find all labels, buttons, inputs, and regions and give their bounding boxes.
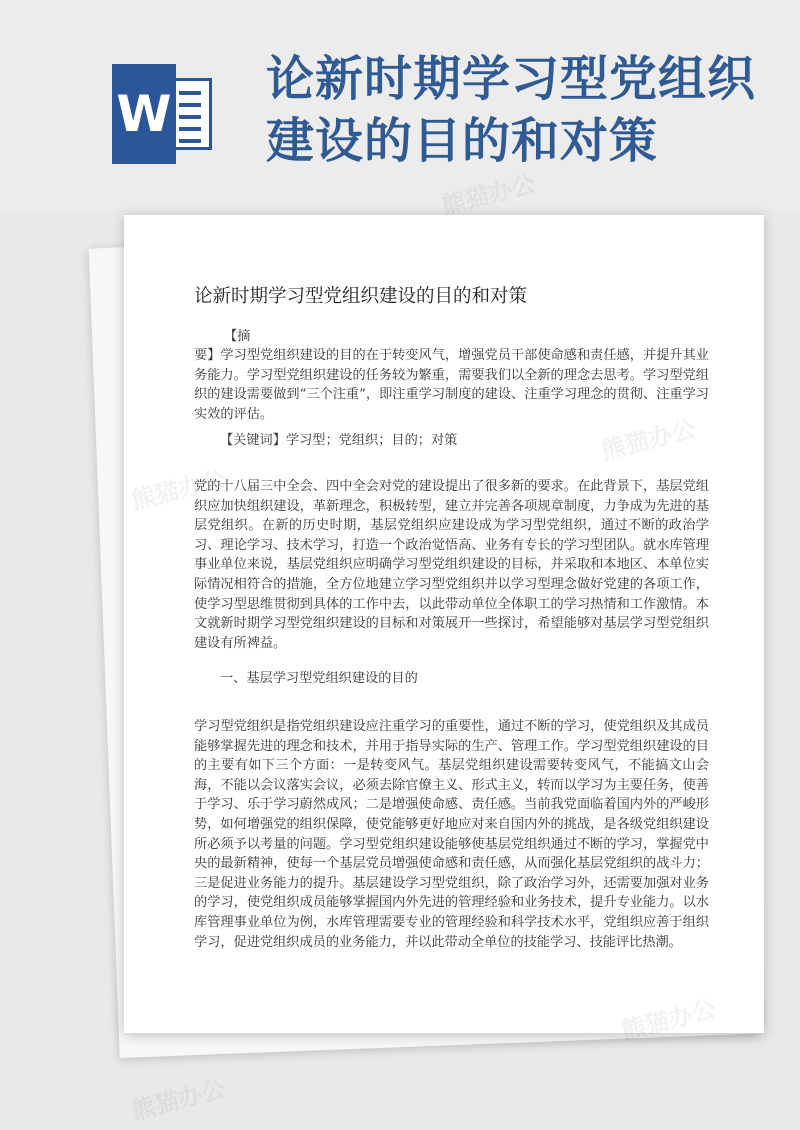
- watermark-icon: 熊猫办公: [128, 1074, 229, 1126]
- document-title: 论新时期学习型党组织建设的目的和对策: [194, 286, 528, 307]
- word-document-icon: [112, 64, 217, 164]
- section-body-paragraph: 学习型党组织是指党组织建设应注重学习的重要性，通过不断的学习，使党组织及其成员能够掌握先进的理念和技术，并用于指导实际的生产、管理工作。学习型党组织建设的目的主要有如下三个方面：一是转变风气。基层党组织建设需要转变风气，不能搞文山会海，不能以会议落实会议，必须去除官僚主义、形式主义，转而以学习为主要任务，使善于学习、乐于学习蔚然成风；二是增强使命感、责任感。当前我党面临着国内外的严峻形势，如何增强党的组织保障，使党能够更好地应对来自国内外的挑战，是各级党组织建设所必须予以考量的问题。学习型党组织建设能够使基层党组织通过不断的学习，掌握党中央的最新精神，使每一个基层党员增强使命感和责任感，从而强化基层党组织的战斗力；三是促进业务能力的提升。基层建设学习型党组织，除了政治学习外，还需要加强对业务的学习，使党组织成员能够掌握国内外先进的管理经验和业务技术，提升专业能力。以水库管理事业单位为例，水库管理需要专业的管理经验和科学技术水平，党组织应善于组织学习，促进党组织成员的业务能力，并以此带动全单位的技能学习、技能评比热潮。: [194, 719, 709, 950]
- section-heading: 一、基层学习型党组织建设的目的: [220, 671, 418, 686]
- keywords-line: 【关键词】学习型；党组织；目的；对策: [220, 433, 458, 448]
- word-badge: W: [112, 64, 176, 164]
- abstract-label: 【摘: [224, 329, 251, 344]
- abstract-text: 要】学习型党组织建设的目的在于转变风气，增强党员干部使命感和责任感，并提升其业务能力。学习型党组织建设的任务较为繁重，需要我们以全新的理念去思考。学习型党组织的建设需要做到“三个注重”，即注重学习制度的建设、注重学习理念的贯彻、注重学习实效的评估。: [194, 348, 709, 422]
- intro-paragraph: 党的十八届三中全会、四中全会对党的建设提出了很多新的要求。在此背景下，基层党组织应加快组织建设，革新理念，积极转型，建立并完善各项规章制度，力争成为先进的基层党组织。在新的历史时期，基层党组织应建设成为学习型党组织，通过不断的政治学习、理论学习、技术学习，打造一个政治觉悟高、业务有专长的学习型团队。就水库管理事业单位来说，基层党组织应明确学习型党组织建设的目标，并采取和本地区、本单位实际情况相符合的措施，全方位地建立学习型党组织并以学习型理念做好党建的各项工作，使学习型思维贯彻到具体的工作中去，以此带动单位全体职工的学习热情和工作激情。本文就新时期学习型党组织建设的目标和对策展开一些探讨，希望能够对基层学习型党组织建设有所裨益。: [194, 479, 709, 651]
- document-page: [124, 215, 764, 1033]
- header-banner: [0, 0, 800, 210]
- banner-title: 论新时期学习型党组织建设的目的和对策: [266, 51, 757, 169]
